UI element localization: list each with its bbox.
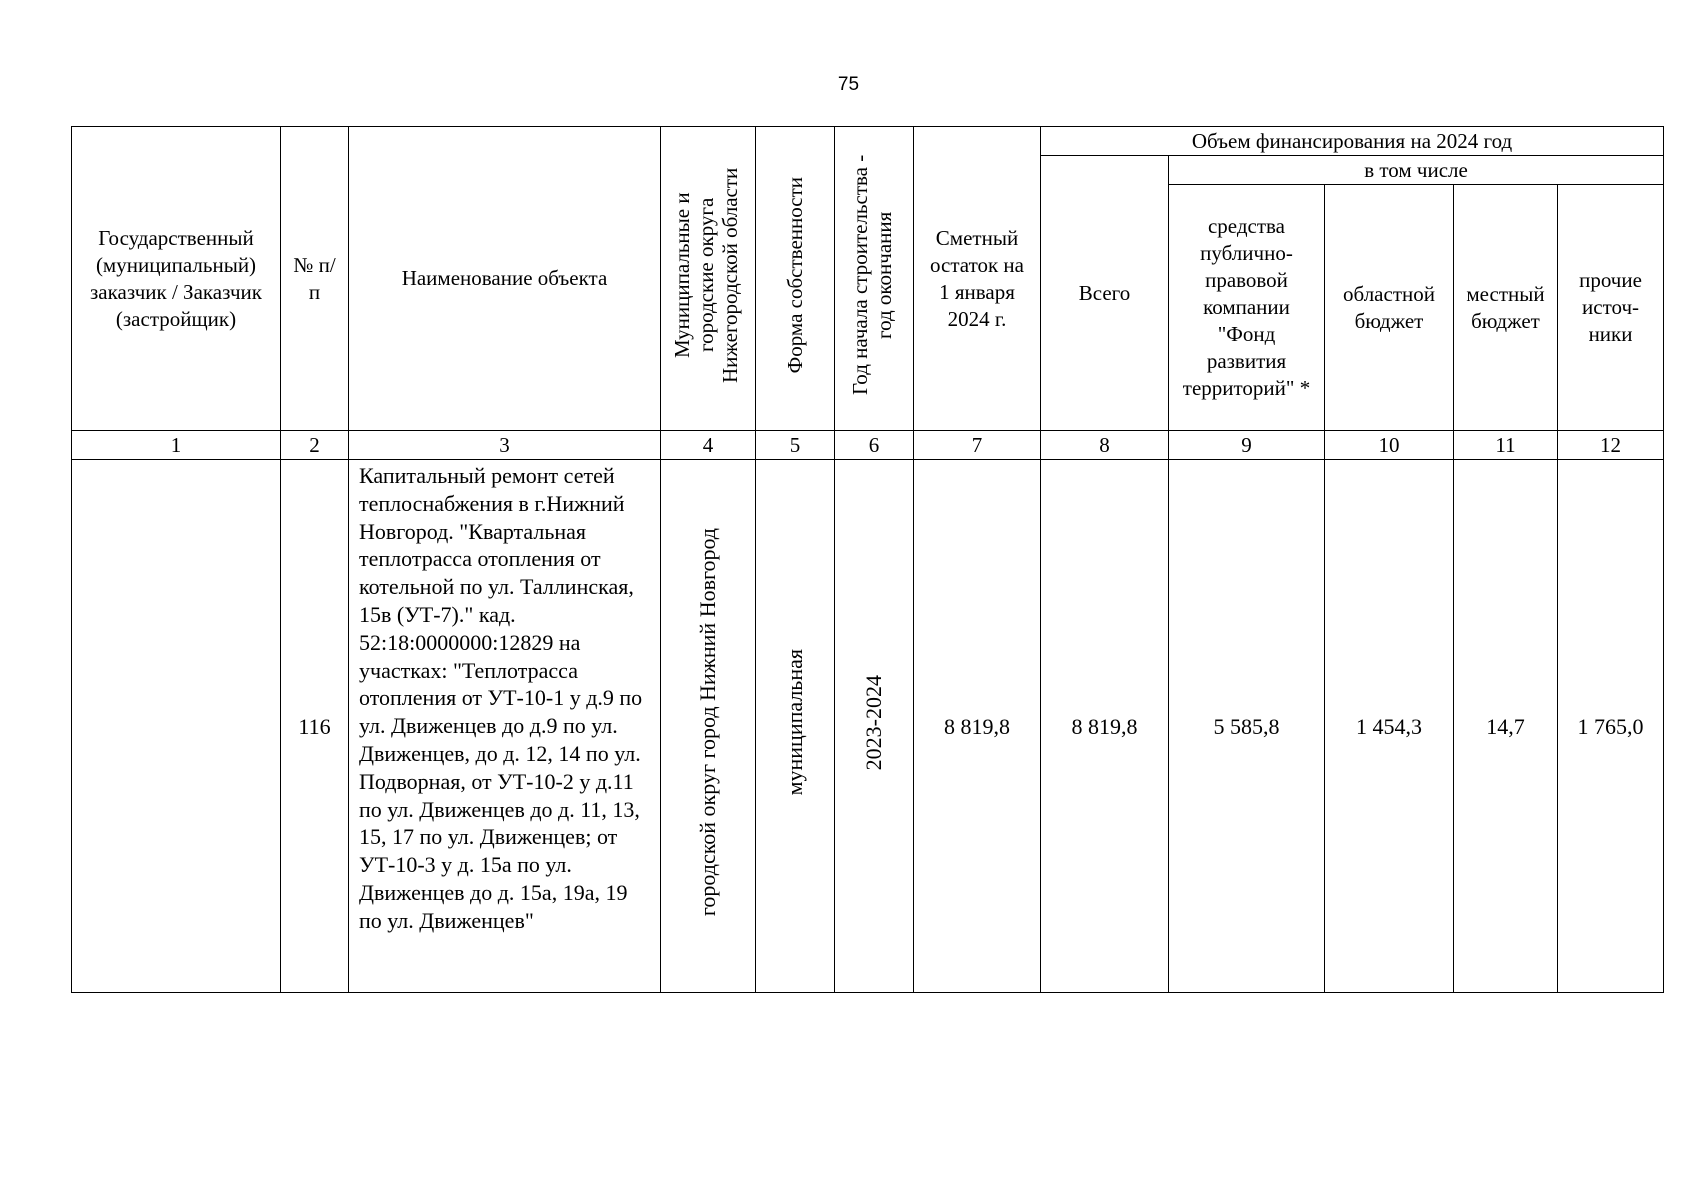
column-number: 8	[1041, 431, 1169, 460]
header-including: в том числе	[1169, 156, 1664, 185]
header-number: № п/п	[281, 127, 349, 431]
header-estimate: Сметный остаток на 1 января 2024 г.	[914, 127, 1041, 431]
cell-regional: 1 454,3	[1325, 460, 1454, 993]
cell-years	[835, 460, 914, 993]
header-municipality: Муниципальные и городские округа Нижегородской области	[670, 167, 742, 383]
header-customer: Государственный (муниципальный) заказчик / Заказчик (застройщик)	[72, 127, 281, 431]
column-number: 2	[281, 431, 349, 460]
header-years: Год начала строительства - год окончания	[848, 154, 896, 396]
financing-table	[71, 126, 1664, 993]
column-number: 6	[835, 431, 914, 460]
column-number: 3	[349, 431, 661, 460]
header-fund: средства публично-правовой компании "Фонд развития территорий" *	[1169, 185, 1325, 431]
column-number: 10	[1325, 431, 1454, 460]
cell-ownership-text: муниципальная	[782, 649, 807, 796]
column-number: 12	[1558, 431, 1664, 460]
cell-fund: 5 585,8	[1169, 460, 1325, 993]
header-ownership-cell	[756, 127, 835, 431]
header-municipality-cell	[661, 127, 756, 431]
column-number: 11	[1454, 431, 1558, 460]
cell-years-text: 2023-2024	[861, 674, 886, 771]
cell-municipality	[661, 460, 756, 993]
cell-number: 116	[281, 460, 349, 993]
column-number-row	[72, 431, 1664, 460]
header-ownership: Форма собственности	[783, 176, 807, 374]
header-funding-group: Объем финансирования на 2024 год	[1041, 127, 1664, 156]
cell-total: 8 819,8	[1041, 460, 1169, 993]
header-other: прочие источ-ники	[1558, 185, 1664, 431]
column-number: 1	[72, 431, 281, 460]
cell-object-name: Капитальный ремонт сетей теплоснабжения в г.Нижний Новгород. "Квартальная теплотрасса отопления от котельной по ул. Таллинская, 15в (УТ-7)." кад. 52:18:0000000:12829 на участках: "Теплотрасса отопления от УТ-10-1 у д.9 по ул. Движенцев до д.9 по ул. Движенцев, до д. 12, 14 по ул. Подворная, от УТ-10-2 у д.11 по ул. Движенцев до д. 11, 13, 15, 17 по ул. Движенцев; от УТ-10-3 у д. 15а по ул. Движенцев до д. 15а, 19а, 19 по ул. Движенцев"	[349, 460, 661, 993]
cell-other: 1 765,0	[1558, 460, 1664, 993]
column-number: 7	[914, 431, 1041, 460]
cell-ownership	[756, 460, 835, 993]
cell-estimate: 8 819,8	[914, 460, 1041, 993]
header-row-1	[72, 127, 1664, 156]
header-total: Всего	[1041, 156, 1169, 431]
table-row	[72, 460, 1664, 993]
header-object-name: Наименование объекта	[349, 127, 661, 431]
column-number: 9	[1169, 431, 1325, 460]
header-local: местный бюджет	[1454, 185, 1558, 431]
column-number: 4	[661, 431, 756, 460]
column-number: 5	[756, 431, 835, 460]
header-regional: областной бюджет	[1325, 185, 1454, 431]
header-years-cell	[835, 127, 914, 431]
page-number: 75	[837, 74, 860, 95]
cell-customer	[72, 460, 281, 993]
cell-local: 14,7	[1454, 460, 1558, 993]
cell-municipality-text: городской округ город Нижний Новгород	[695, 528, 720, 917]
